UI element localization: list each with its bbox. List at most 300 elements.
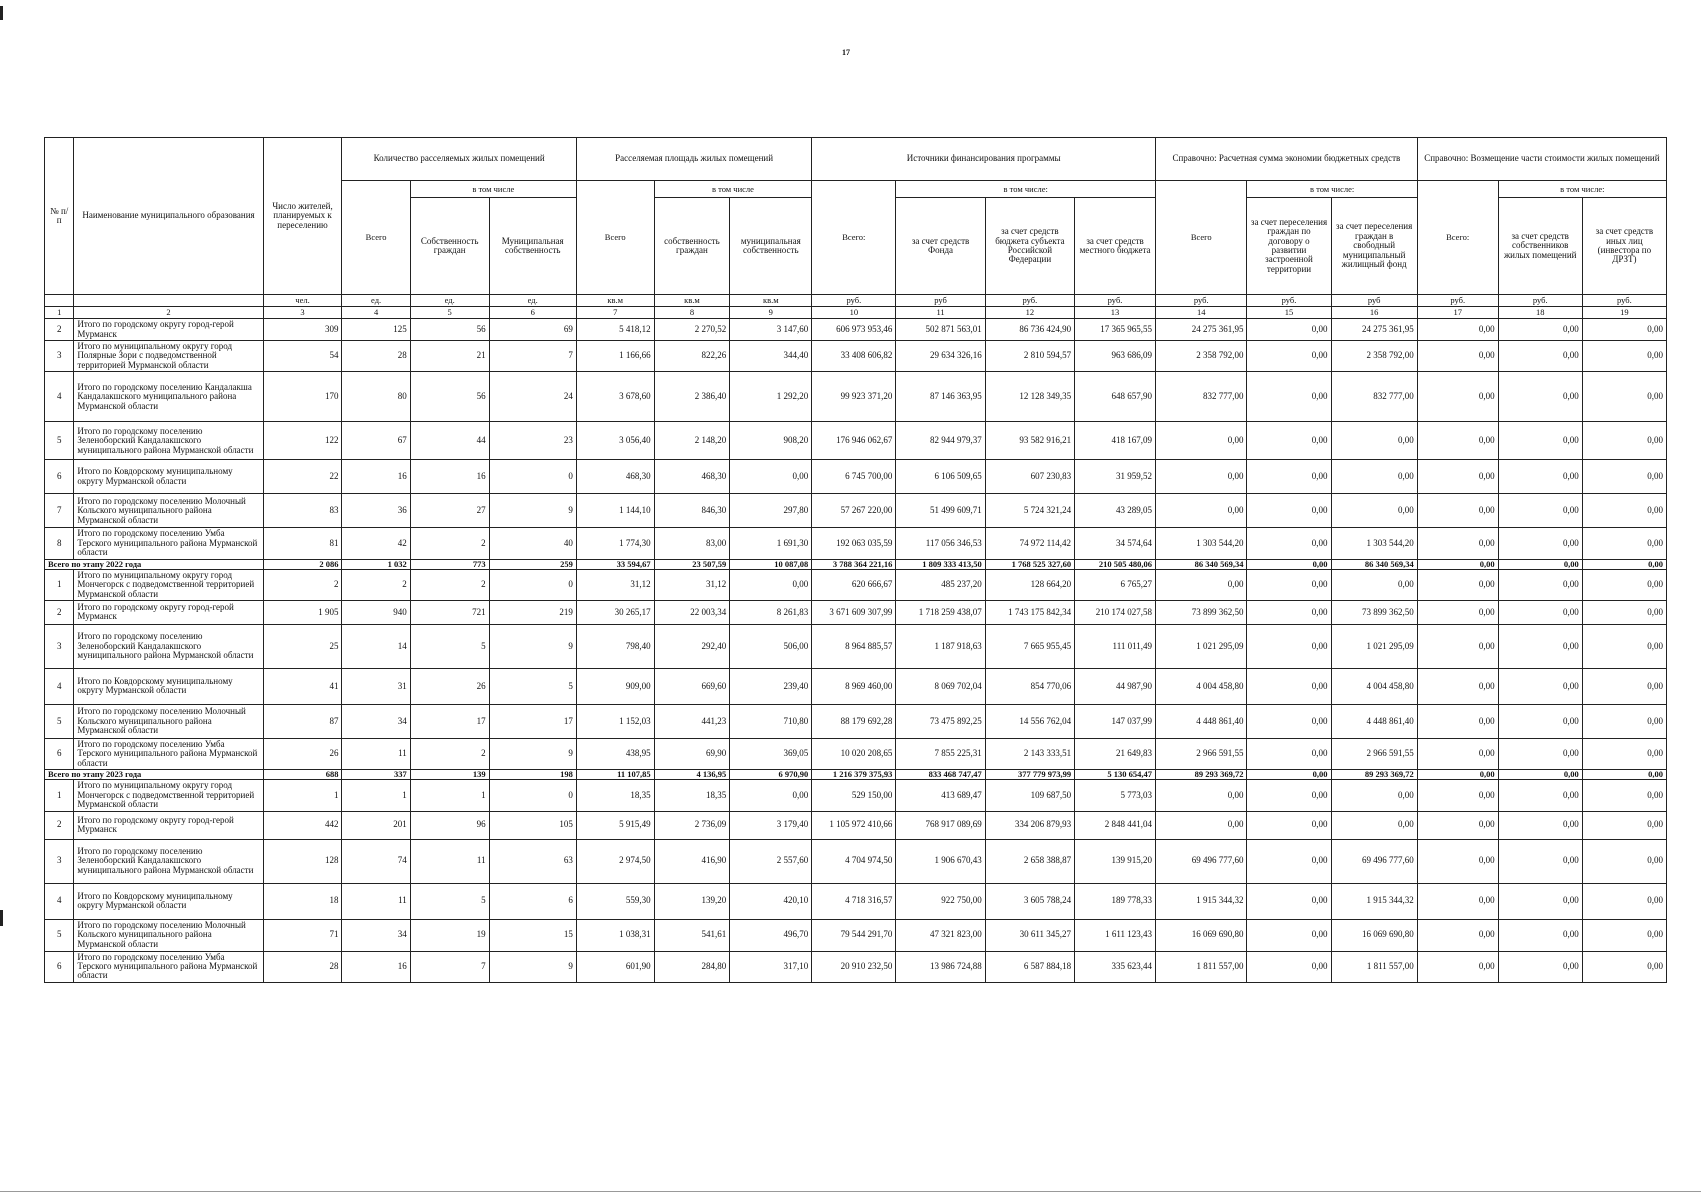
unit-cell — [45, 295, 74, 307]
value-cell-col-9: 369,05 — [730, 738, 812, 769]
value-cell-col-15: 0,00 — [1247, 494, 1331, 528]
value-cell-col-17: 0,00 — [1417, 372, 1498, 422]
value-cell-col-14: 2 358 792,00 — [1156, 341, 1247, 372]
value-cell-col-6: 24 — [489, 372, 576, 422]
value-cell-col-13: 963 686,09 — [1075, 341, 1156, 372]
value-cell-col-15: 0,00 — [1247, 668, 1331, 704]
table-row — [45, 460, 1667, 494]
value-cell-col-16: 1 915 344,32 — [1331, 883, 1417, 919]
value-cell-col-7: 601,90 — [576, 951, 654, 982]
table-row — [45, 951, 1667, 982]
value-cell-col-3: 87 — [263, 704, 342, 738]
unit-cell: руб. — [1417, 295, 1498, 307]
value-cell-col-12: 607 230,83 — [985, 460, 1074, 494]
value-cell-col-10: 88 179 692,28 — [812, 704, 896, 738]
value-cell-col-9: 0,00 — [730, 780, 812, 811]
row-number-cell: 2 — [45, 319, 74, 341]
municipality-name-cell — [74, 883, 263, 919]
value-cell-col-4: 28 — [342, 341, 410, 372]
value-cell-col-19: 0,00 — [1582, 839, 1666, 883]
municipality-name-cell — [74, 528, 263, 559]
value-cell-col-18: 0,00 — [1498, 811, 1582, 839]
value-cell-col-9: 710,80 — [730, 704, 812, 738]
header-fin-subject-budget: за счет средств бюджета субъекта Российской Федерации — [985, 198, 1074, 295]
value-cell-col-3: 2 — [263, 569, 342, 600]
value-cell-col-19: 0,00 — [1582, 951, 1666, 982]
header-area-total: Всего — [576, 181, 654, 295]
column-number-cell: 1 — [45, 307, 74, 319]
value-cell-col-16: 0,00 — [1331, 460, 1417, 494]
value-cell-col-15: 0,00 — [1247, 780, 1331, 811]
value-cell-col-7: 33 594,67 — [576, 559, 654, 569]
value-cell-col-17: 0,00 — [1417, 780, 1498, 811]
table-row — [45, 494, 1667, 528]
value-cell-col-15: 0,00 — [1247, 919, 1331, 951]
header-group-compensation: Справочно: Возмещение части стоимости жилых помещений — [1417, 138, 1666, 181]
value-cell-col-7: 30 265,17 — [576, 600, 654, 624]
value-cell-col-7: 11 107,85 — [576, 770, 654, 780]
stage-total-row — [45, 770, 1667, 780]
value-cell-col-16: 0,00 — [1331, 780, 1417, 811]
value-cell-col-18: 0,00 — [1498, 422, 1582, 460]
header-fin-local-budget: за счет средств местного бюджета — [1075, 198, 1156, 295]
value-cell-col-10: 4 704 974,50 — [812, 839, 896, 883]
value-cell-col-15: 0,00 — [1247, 839, 1331, 883]
value-cell-col-16: 73 899 362,50 — [1331, 600, 1417, 624]
value-cell-col-4: 125 — [342, 319, 410, 341]
value-cell-col-15: 0,00 — [1247, 624, 1331, 668]
value-cell-col-17: 0,00 — [1417, 494, 1498, 528]
value-cell-col-10: 620 666,67 — [812, 569, 896, 600]
value-cell-col-7: 798,40 — [576, 624, 654, 668]
value-cell-col-19: 0,00 — [1582, 569, 1666, 600]
municipality-name: Итого по городскому поселению Зеленоборский Кандалакшского муниципального района Мурманской области — [77, 631, 254, 661]
value-cell-col-6: 0 — [489, 780, 576, 811]
row-number-cell: 4 — [45, 372, 74, 422]
municipality-name: Итого по Ковдорскому муниципальному округу Мурманской области — [77, 676, 233, 696]
table-body — [45, 319, 1667, 983]
header-row-number: № п/ п — [45, 138, 74, 295]
municipality-name-cell — [74, 704, 263, 738]
table-row — [45, 780, 1667, 811]
value-cell-col-5: 2 — [410, 738, 489, 769]
program-table — [44, 137, 1667, 983]
value-cell-col-5: 21 — [410, 341, 489, 372]
header-fin-including: в том числе: — [896, 181, 1156, 198]
value-cell-col-14: 0,00 — [1156, 811, 1247, 839]
row-number-cell: 4 — [45, 668, 74, 704]
table-row — [45, 883, 1667, 919]
value-cell-col-8: 669,60 — [654, 668, 730, 704]
column-number-cell: 8 — [654, 307, 730, 319]
value-cell-col-4: 34 — [342, 704, 410, 738]
binding-mark — [0, 6, 3, 20]
value-cell-col-16: 69 496 777,60 — [1331, 839, 1417, 883]
value-cell-col-5: 773 — [410, 559, 489, 569]
table-row — [45, 919, 1667, 951]
table-row — [45, 372, 1667, 422]
value-cell-col-5: 56 — [410, 319, 489, 341]
value-cell-col-9: 420,10 — [730, 883, 812, 919]
value-cell-col-12: 74 972 114,42 — [985, 528, 1074, 559]
row-number-cell: 3 — [45, 839, 74, 883]
value-cell-col-11: 6 106 509,65 — [896, 460, 985, 494]
value-cell-col-15: 0,00 — [1247, 883, 1331, 919]
municipality-name: Итого по городскому поселению Умба Терского муниципального района Мурманской области — [77, 528, 258, 558]
value-cell-col-15: 0,00 — [1247, 738, 1331, 769]
municipality-name-cell — [74, 341, 263, 372]
value-cell-col-19: 0,00 — [1582, 341, 1666, 372]
header-group-premises-count: Количество расселяемых жилых помещений — [342, 138, 576, 181]
value-cell-col-11: 413 689,47 — [896, 780, 985, 811]
value-cell-col-3: 309 — [263, 319, 342, 341]
table-row — [45, 704, 1667, 738]
value-cell-col-6: 6 — [489, 883, 576, 919]
column-number-cell: 19 — [1582, 307, 1666, 319]
value-cell-col-10: 33 408 606,82 — [812, 341, 896, 372]
column-number-cell: 3 — [263, 307, 342, 319]
value-cell-col-6: 69 — [489, 319, 576, 341]
column-number-cell: 15 — [1247, 307, 1331, 319]
value-cell-col-7: 1 152,03 — [576, 704, 654, 738]
value-cell-col-9: 3 147,60 — [730, 319, 812, 341]
value-cell-col-8: 4 136,95 — [654, 770, 730, 780]
value-cell-col-9: 908,20 — [730, 422, 812, 460]
value-cell-col-13: 21 649,83 — [1075, 738, 1156, 769]
municipality-name: Итого по городскому округу город-герой Мурманск — [77, 814, 234, 835]
value-cell-col-15: 0,00 — [1247, 811, 1331, 839]
value-cell-col-7: 3 678,60 — [576, 372, 654, 422]
value-cell-col-14: 86 340 569,34 — [1156, 559, 1247, 569]
value-cell-col-11: 485 237,20 — [896, 569, 985, 600]
value-cell-col-17: 0,00 — [1417, 704, 1498, 738]
table-row — [45, 422, 1667, 460]
value-cell-col-5: 19 — [410, 919, 489, 951]
value-cell-col-12: 5 724 321,24 — [985, 494, 1074, 528]
value-cell-col-8: 31,12 — [654, 569, 730, 600]
value-cell-col-18: 0,00 — [1498, 460, 1582, 494]
column-number-cell: 11 — [896, 307, 985, 319]
value-cell-col-8: 83,00 — [654, 528, 730, 559]
unit-cell: чел. — [263, 295, 342, 307]
value-cell-col-16: 86 340 569,34 — [1331, 559, 1417, 569]
column-number-cell: 4 — [342, 307, 410, 319]
value-cell-col-16: 2 358 792,00 — [1331, 341, 1417, 372]
page-number: 17 — [842, 48, 850, 57]
value-cell-col-11: 7 855 225,31 — [896, 738, 985, 769]
value-cell-col-6: 259 — [489, 559, 576, 569]
value-cell-col-10: 20 910 232,50 — [812, 951, 896, 982]
unit-cell: руб — [896, 295, 985, 307]
value-cell-col-14: 4 448 861,40 — [1156, 704, 1247, 738]
header-count-including: в том числе — [410, 181, 576, 198]
row-number-cell: 1 — [45, 569, 74, 600]
value-cell-col-12: 7 665 955,45 — [985, 624, 1074, 668]
value-cell-col-8: 2 148,20 — [654, 422, 730, 460]
value-cell-col-10: 6 745 700,00 — [812, 460, 896, 494]
value-cell-col-16: 4 004 458,80 — [1331, 668, 1417, 704]
value-cell-col-4: 11 — [342, 738, 410, 769]
value-cell-col-10: 192 063 035,59 — [812, 528, 896, 559]
value-cell-col-19: 0,00 — [1582, 883, 1666, 919]
value-cell-col-16: 1 811 557,00 — [1331, 951, 1417, 982]
value-cell-col-16: 0,00 — [1331, 569, 1417, 600]
header-comp-total: Всего: — [1417, 181, 1498, 295]
value-cell-col-3: 25 — [263, 624, 342, 668]
value-cell-col-3: 41 — [263, 668, 342, 704]
value-cell-col-17: 0,00 — [1417, 839, 1498, 883]
value-cell-col-8: 846,30 — [654, 494, 730, 528]
header-group-savings: Справочно: Расчетная сумма экономии бюджетных средств — [1156, 138, 1418, 181]
value-cell-col-17: 0,00 — [1417, 951, 1498, 982]
column-number-cell: 10 — [812, 307, 896, 319]
municipality-name-cell — [74, 839, 263, 883]
header-count-total: Всего — [342, 181, 410, 295]
value-cell-col-8: 2 736,09 — [654, 811, 730, 839]
value-cell-col-18: 0,00 — [1498, 780, 1582, 811]
value-cell-col-10: 79 544 291,70 — [812, 919, 896, 951]
unit-cell: руб. — [812, 295, 896, 307]
binding-mark — [0, 910, 3, 926]
value-cell-col-17: 0,00 — [1417, 460, 1498, 494]
value-cell-col-5: 11 — [410, 839, 489, 883]
value-cell-col-13: 147 037,99 — [1075, 704, 1156, 738]
value-cell-col-5: 721 — [410, 600, 489, 624]
value-cell-col-6: 17 — [489, 704, 576, 738]
value-cell-col-5: 27 — [410, 494, 489, 528]
value-cell-col-7: 1 144,10 — [576, 494, 654, 528]
unit-cell: руб. — [1247, 295, 1331, 307]
value-cell-col-12: 854 770,06 — [985, 668, 1074, 704]
value-cell-col-14: 2 966 591,55 — [1156, 738, 1247, 769]
value-cell-col-14: 24 275 361,95 — [1156, 319, 1247, 341]
value-cell-col-12: 2 810 594,57 — [985, 341, 1074, 372]
row-number-cell: 5 — [45, 919, 74, 951]
row-number-cell: 5 — [45, 422, 74, 460]
value-cell-col-7: 18,35 — [576, 780, 654, 811]
value-cell-col-13: 210 505 480,06 — [1075, 559, 1156, 569]
table-row — [45, 738, 1667, 769]
value-cell-col-4: 14 — [342, 624, 410, 668]
stage-total-label: Всего по этапу 2022 года — [45, 559, 264, 569]
value-cell-col-11: 87 146 363,95 — [896, 372, 985, 422]
value-cell-col-7: 5 418,12 — [576, 319, 654, 341]
value-cell-col-5: 16 — [410, 460, 489, 494]
value-cell-col-19: 0,00 — [1582, 738, 1666, 769]
row-number-cell: 8 — [45, 528, 74, 559]
row-number-cell: 2 — [45, 600, 74, 624]
value-cell-col-15: 0,00 — [1247, 951, 1331, 982]
unit-cell: руб — [1331, 295, 1417, 307]
municipality-name: Итого по муниципальному округу город Полярные Зори с подведомственной территорией Мурманской области — [77, 341, 233, 370]
value-cell-col-18: 0,00 — [1498, 738, 1582, 769]
row-number-cell: 3 — [45, 341, 74, 372]
municipality-name-cell — [74, 494, 263, 528]
value-cell-col-10: 8 969 460,00 — [812, 668, 896, 704]
value-cell-col-5: 7 — [410, 951, 489, 982]
column-number-cell: 5 — [410, 307, 489, 319]
value-cell-col-14: 1 021 295,09 — [1156, 624, 1247, 668]
table-header — [45, 138, 1667, 319]
value-cell-col-5: 2 — [410, 528, 489, 559]
value-cell-col-11: 51 499 609,71 — [896, 494, 985, 528]
value-cell-col-8: 292,40 — [654, 624, 730, 668]
value-cell-col-3: 18 — [263, 883, 342, 919]
value-cell-col-19: 0,00 — [1582, 528, 1666, 559]
municipality-name: Итого по Ковдорскому муниципальному округу Мурманской области — [77, 466, 233, 486]
value-cell-col-5: 56 — [410, 372, 489, 422]
municipality-name-cell — [74, 951, 263, 982]
value-cell-col-5: 26 — [410, 668, 489, 704]
value-cell-col-15: 0,00 — [1247, 319, 1331, 341]
unit-cell: кв.м — [576, 295, 654, 307]
value-cell-col-13: 5 773,03 — [1075, 780, 1156, 811]
value-cell-col-19: 0,00 — [1582, 624, 1666, 668]
unit-cell: руб. — [1156, 295, 1247, 307]
value-cell-col-4: 31 — [342, 668, 410, 704]
value-cell-col-18: 0,00 — [1498, 704, 1582, 738]
value-cell-col-8: 69,90 — [654, 738, 730, 769]
value-cell-col-12: 1 768 525 327,60 — [985, 559, 1074, 569]
value-cell-col-5: 96 — [410, 811, 489, 839]
value-cell-col-19: 0,00 — [1582, 770, 1666, 780]
value-cell-col-19: 0,00 — [1582, 919, 1666, 951]
column-number-cell: 6 — [489, 307, 576, 319]
value-cell-col-14: 16 069 690,80 — [1156, 919, 1247, 951]
value-cell-col-15: 0,00 — [1247, 704, 1331, 738]
unit-cell: руб. — [1075, 295, 1156, 307]
value-cell-col-8: 284,80 — [654, 951, 730, 982]
column-number-cell: 17 — [1417, 307, 1498, 319]
municipality-name-cell — [74, 372, 263, 422]
value-cell-col-18: 0,00 — [1498, 668, 1582, 704]
value-cell-col-17: 0,00 — [1417, 422, 1498, 460]
header-group-area: Расселяемая площадь жилых помещений — [576, 138, 811, 181]
value-cell-col-15: 0,00 — [1247, 600, 1331, 624]
value-cell-col-11: 1 718 259 438,07 — [896, 600, 985, 624]
value-cell-col-18: 0,00 — [1498, 319, 1582, 341]
value-cell-col-12: 30 611 345,27 — [985, 919, 1074, 951]
value-cell-col-4: 80 — [342, 372, 410, 422]
value-cell-col-15: 0,00 — [1247, 341, 1331, 372]
value-cell-col-15: 0,00 — [1247, 372, 1331, 422]
value-cell-col-3: 83 — [263, 494, 342, 528]
value-cell-col-9: 344,40 — [730, 341, 812, 372]
header-area-including: в том числе — [654, 181, 812, 198]
value-cell-col-13: 44 987,90 — [1075, 668, 1156, 704]
value-cell-col-13: 31 959,52 — [1075, 460, 1156, 494]
value-cell-col-8: 18,35 — [654, 780, 730, 811]
unit-cell: руб. — [985, 295, 1074, 307]
value-cell-col-9: 6 970,90 — [730, 770, 812, 780]
value-cell-col-14: 69 496 777,60 — [1156, 839, 1247, 883]
value-cell-col-8: 822,26 — [654, 341, 730, 372]
value-cell-col-19: 0,00 — [1582, 319, 1666, 341]
value-cell-col-4: 1 — [342, 780, 410, 811]
value-cell-col-4: 34 — [342, 919, 410, 951]
value-cell-col-12: 93 582 916,21 — [985, 422, 1074, 460]
value-cell-col-7: 2 974,50 — [576, 839, 654, 883]
row-number-cell: 1 — [45, 780, 74, 811]
table-row — [45, 600, 1667, 624]
value-cell-col-7: 559,30 — [576, 883, 654, 919]
value-cell-col-11: 1 809 333 413,50 — [896, 559, 985, 569]
header-comp-investors: за счет средств иных лиц (инвестора по ДРЗТ) — [1582, 198, 1666, 295]
unit-cell: ед. — [410, 295, 489, 307]
municipality-name: Итого по городскому поселению Молочный Кольского муниципального района Мурманской области — [77, 495, 246, 525]
table-row — [45, 668, 1667, 704]
value-cell-col-3: 2 086 — [263, 559, 342, 569]
value-cell-col-10: 176 946 062,67 — [812, 422, 896, 460]
value-cell-col-14: 73 899 362,50 — [1156, 600, 1247, 624]
value-cell-col-13: 6 765,27 — [1075, 569, 1156, 600]
value-cell-col-10: 8 964 885,57 — [812, 624, 896, 668]
value-cell-col-17: 0,00 — [1417, 883, 1498, 919]
value-cell-col-3: 71 — [263, 919, 342, 951]
value-cell-col-8: 23 507,59 — [654, 559, 730, 569]
value-cell-col-12: 128 664,20 — [985, 569, 1074, 600]
header-area-citizens: собственность граждан — [654, 198, 730, 295]
table-row — [45, 839, 1667, 883]
column-number-cell: 16 — [1331, 307, 1417, 319]
value-cell-col-16: 0,00 — [1331, 494, 1417, 528]
value-cell-col-8: 2 270,52 — [654, 319, 730, 341]
value-cell-col-3: 122 — [263, 422, 342, 460]
value-cell-col-3: 22 — [263, 460, 342, 494]
value-cell-col-18: 0,00 — [1498, 839, 1582, 883]
value-cell-col-15: 0,00 — [1247, 559, 1331, 569]
row-number-cell: 2 — [45, 811, 74, 839]
value-cell-col-4: 16 — [342, 460, 410, 494]
header-savings-including: в том числе: — [1247, 181, 1417, 198]
unit-cell — [74, 295, 263, 307]
value-cell-col-10: 99 923 371,20 — [812, 372, 896, 422]
value-cell-col-10: 1 216 379 375,93 — [812, 770, 896, 780]
value-cell-col-3: 54 — [263, 341, 342, 372]
value-cell-col-3: 128 — [263, 839, 342, 883]
value-cell-col-6: 219 — [489, 600, 576, 624]
column-number-cell: 14 — [1156, 307, 1247, 319]
municipality-name: Итого по городскому поселению Умба Терского муниципального района Мурманской области — [77, 738, 258, 768]
value-cell-col-6: 9 — [489, 624, 576, 668]
value-cell-col-8: 416,90 — [654, 839, 730, 883]
value-cell-col-13: 139 915,20 — [1075, 839, 1156, 883]
header-group-financing: Источники финансирования программы — [812, 138, 1156, 181]
value-cell-col-6: 198 — [489, 770, 576, 780]
municipality-name-cell — [74, 422, 263, 460]
value-cell-col-6: 40 — [489, 528, 576, 559]
value-cell-col-10: 4 718 316,57 — [812, 883, 896, 919]
value-cell-col-9: 3 179,40 — [730, 811, 812, 839]
value-cell-col-17: 0,00 — [1417, 668, 1498, 704]
value-cell-col-18: 0,00 — [1498, 770, 1582, 780]
value-cell-col-14: 1 303 544,20 — [1156, 528, 1247, 559]
value-cell-col-4: 42 — [342, 528, 410, 559]
value-cell-col-6: 0 — [489, 569, 576, 600]
value-cell-col-6: 7 — [489, 341, 576, 372]
value-cell-col-4: 36 — [342, 494, 410, 528]
value-cell-col-7: 909,00 — [576, 668, 654, 704]
value-cell-col-11: 1 187 918,63 — [896, 624, 985, 668]
row-number-cell: 6 — [45, 951, 74, 982]
value-cell-col-19: 0,00 — [1582, 559, 1666, 569]
value-cell-col-12: 14 556 762,04 — [985, 704, 1074, 738]
value-cell-col-18: 0,00 — [1498, 494, 1582, 528]
value-cell-col-14: 0,00 — [1156, 422, 1247, 460]
value-cell-col-14: 0,00 — [1156, 494, 1247, 528]
value-cell-col-5: 44 — [410, 422, 489, 460]
value-cell-col-4: 337 — [342, 770, 410, 780]
